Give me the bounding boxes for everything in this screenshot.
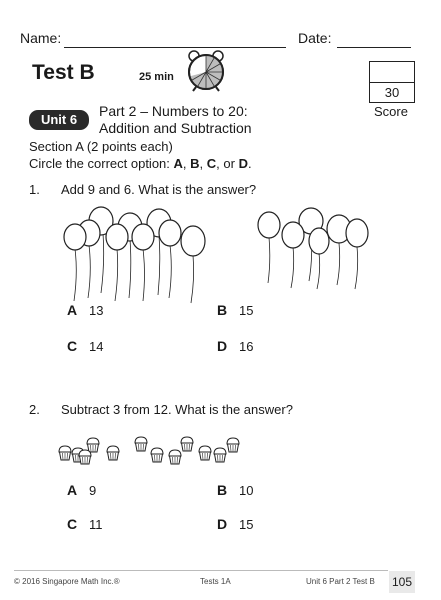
q2-number: 2. (29, 402, 40, 417)
q2-option-b-letter[interactable]: B (217, 482, 228, 498)
balloons-right-illustration (255, 203, 375, 293)
instruction-sep-2: , (199, 156, 207, 171)
name-field[interactable] (64, 47, 286, 48)
q2-text: Subtract 3 from 12. What is the answer? (61, 402, 293, 417)
instruction-prefix: Circle the correct option: (29, 156, 174, 171)
q1-option-d-value[interactable]: 16 (239, 339, 254, 354)
test-title: Test B (32, 61, 95, 84)
unit-badge: Unit 6 (29, 110, 89, 130)
footer-copyright: © 2016 Singapore Math Inc.® (14, 577, 120, 586)
q1-option-b-value[interactable]: 15 (239, 303, 254, 318)
q2-option-a-letter[interactable]: A (67, 482, 78, 498)
q2-option-a-value[interactable]: 9 (89, 483, 97, 498)
clock-icon (184, 48, 228, 92)
q1-option-d-letter[interactable]: D (217, 338, 228, 354)
q1-number: 1. (29, 182, 40, 197)
footer-section-ref: Unit 6 Part 2 Test B (306, 577, 375, 586)
instructions (29, 156, 252, 172)
q2-option-c-value[interactable]: 11 (89, 517, 103, 532)
q2-option-b-value[interactable]: 10 (239, 483, 254, 498)
section-heading: Section A (2 points each) (29, 139, 173, 154)
instruction-end: . (247, 156, 252, 171)
instruction-sep-1: , (182, 156, 191, 171)
score-max: 30 (369, 82, 415, 103)
page-number: 105 (389, 571, 415, 593)
q1-option-c-letter[interactable]: C (67, 338, 78, 354)
instruction-option-b: B (190, 156, 200, 171)
q1-option-a-letter[interactable]: A (67, 302, 78, 318)
instruction-option-d: D (238, 156, 248, 171)
q1-option-a-value[interactable]: 13 (89, 303, 104, 318)
q2-option-d-value[interactable]: 15 (239, 517, 254, 532)
muffins-illustration (58, 432, 248, 468)
q1-option-b-letter[interactable]: B (217, 302, 228, 318)
duration-label: 25 min (139, 71, 174, 83)
score-label: Score (374, 104, 408, 119)
instruction-option-a: A (173, 156, 183, 171)
date-field[interactable] (337, 47, 411, 48)
part-title-line1: Part 2 – Numbers to 20: (99, 103, 248, 119)
part-title-line2: Addition and Subtraction (99, 120, 252, 136)
q2-option-d-letter[interactable]: D (217, 516, 228, 532)
instruction-sep-3: , or (216, 156, 239, 171)
instruction-option-c: C (206, 156, 217, 171)
q1-option-c-value[interactable]: 14 (89, 339, 104, 354)
footer-divider (14, 570, 388, 571)
balloons-left-illustration (55, 203, 215, 308)
name-label: Name: (20, 30, 62, 46)
q1-text: Add 9 and 6. What is the answer? (61, 182, 257, 197)
date-label: Date: (298, 30, 332, 46)
q2-option-c-letter[interactable]: C (67, 516, 78, 532)
footer-book: Tests 1A (200, 577, 231, 586)
